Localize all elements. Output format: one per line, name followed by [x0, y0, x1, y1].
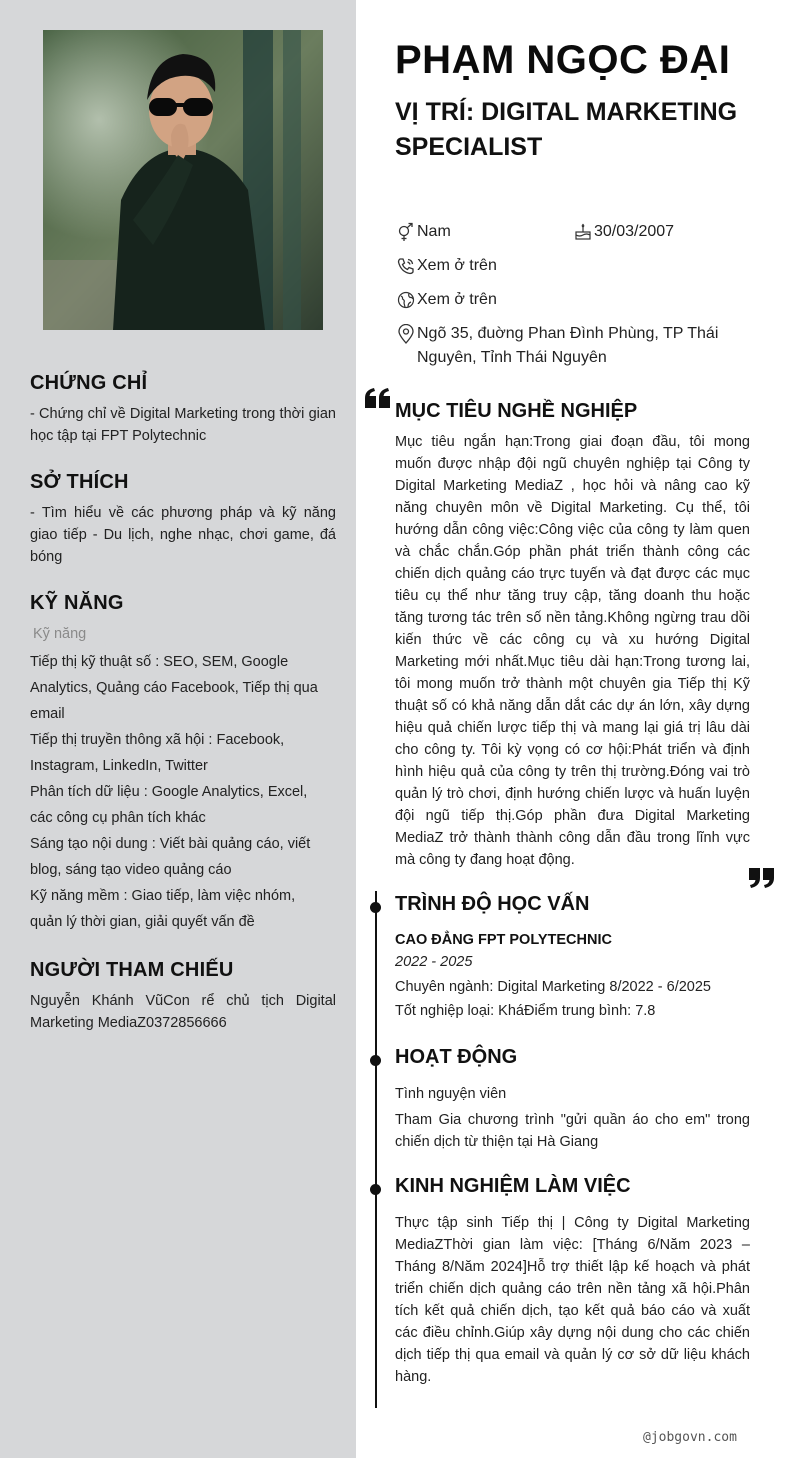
skills-title: KỸ NĂNG [30, 592, 124, 614]
phone-value: Xem ở trên [417, 257, 497, 274]
skills-section [30, 592, 336, 935]
timeline-dot [370, 902, 381, 913]
hobbies-section [30, 471, 336, 568]
position-title: VỊ TRÍ: DIGITAL MARKETING SPECIALIST [395, 98, 738, 161]
certificates-text: - Chứng chỉ về Digital Marketing trong thời gian học tập tại FPT Polytechnic [30, 406, 336, 444]
timeline-dot [370, 1055, 381, 1066]
gender-value: Nam [417, 223, 451, 240]
watermark: @jobgovn.com [643, 1430, 737, 1445]
gender-info [395, 220, 451, 244]
hobbies-title: SỞ THÍCH [30, 471, 129, 493]
globe-icon [395, 289, 417, 311]
quote-open-icon [364, 388, 392, 415]
address-info [395, 322, 755, 370]
cake-icon [572, 221, 594, 243]
location-pin-icon [395, 323, 417, 345]
gender-icon [395, 221, 417, 243]
birthdate-value: 30/03/2007 [594, 223, 675, 240]
education-major: Chuyên ngành: Digital Marketing 8/2022 - 6/2025 [395, 979, 711, 995]
education-school: CAO ĐẲNG FPT POLYTECHNIC [395, 932, 612, 948]
profile-photo [43, 30, 323, 330]
references-section [30, 959, 336, 1034]
activities-title: HOẠT ĐỘNG [395, 1046, 518, 1068]
objective-text: Mục tiêu ngắn hạn:Trong giai đoạn đầu, tôi mong muốn được nhập đội ngũ chuyên nghiệp tại Công ty Digital Marketing MediaZ , học hỏi và nâng cao kỹ năng chuyên môn về Digital Marketing. Cụ thể, tôi hướng dẫn công việc:Công việc của công ty làm quen và chắc chắn.Góp phần phát triển thành công các chiến dịch quảng cáo trực tuyến và đạt được các mục tiêu cụ thể như tăng truy cập, tăng doanh thu hoặc tăng tương tác trên số nền tảng.Không ngừng trau dồi kiến thức về các công cụ và xu hướng Digital Marketing mới nhất.Mục tiêu dài hạn:Trong tương lai, tôi mong muốn trở thành một chuyên gia Tiếp thị Kỹ thuật số có khả năng dẫn dắt các dự án lớn, xây dựng hiệu quả chiến lược tiếp thị và mang lại giá trị lâu dài cho công ty. Tôi kỳ vọng có cơ hội:Phát triển và định hình hiệu quả của công ty trên thị trường.Đóng vai trò quản lý trò chơi, định hướng chiến lược và huấn luyện đội ngũ tiếp thị.Góp phần đưa Digital Marketing MediaZ trở thành thành công dẫn đầu trong lĩnh vực mà công ty đang hoạt động. [395, 434, 750, 868]
website-value: Xem ở trên [417, 291, 497, 308]
education-grade: Tốt nghiệp loại: KháĐiểm trung bình: 7.8 [395, 1003, 656, 1019]
phone-info [395, 254, 497, 278]
skill-item: Sáng tạo nội dung : Viết bài quảng cáo, viết blog, sáng tạo video quảng cáo [30, 836, 311, 878]
references-text: Nguyễn Khánh VũCon rể chủ tịch Digital Marketing MediaZ0372856666 [30, 993, 336, 1031]
skills-placeholder: Kỹ năng [33, 626, 87, 642]
main-content [356, 0, 790, 1458]
references-title: NGƯỜI THAM CHIẾU [30, 959, 234, 981]
birthdate-info [572, 220, 674, 244]
skill-item: Tiếp thị kỹ thuật số : SEO, SEM, Google Analytics, Quảng cáo Facebook, Tiếp thị qua email [30, 654, 318, 722]
timeline-line [375, 891, 377, 1408]
certificates-section [30, 372, 336, 447]
certificates-title: CHỨNG CHỈ [30, 372, 148, 394]
website-info [395, 288, 497, 312]
quote-close-icon [748, 868, 776, 895]
experience-title: KINH NGHIỆM LÀM VIỆC [395, 1175, 631, 1197]
candidate-name: PHẠM NGỌC ĐẠI [395, 38, 731, 82]
experience-text: Thực tập sinh Tiếp thị | Công ty Digital Marketing MediaZThời gian làm việc: [Tháng 6/Năm 2023 – Tháng 8/Năm 2024]Hỗ trợ thiết lập kế hoạch và phát triển chiến dịch quảng cáo trên nền tảng xã hội.Phân tích kết quả chiến dịch, tạo kết quả báo cáo và xuất các điều chỉnh.Giúp xây dựng nội dung cho các chiến dịch tiếp thị qua email và quản lý cơ sở dữ liệu khách hàng. [395, 1215, 750, 1385]
address-value: Ngõ 35, đuờng Phan Đình Phùng, TP Thái Nguyên, Tỉnh Thái Nguyên [417, 325, 719, 366]
education-years: 2022 - 2025 [395, 954, 473, 970]
sidebar [0, 0, 356, 1458]
education-title: TRÌNH ĐỘ HỌC VẤN [395, 893, 590, 915]
skill-item: Kỹ năng mềm : Giao tiếp, làm việc nhóm, quản lý thời gian, giải quyết vấn đề [30, 888, 296, 930]
activities-role: Tình nguyện viên [395, 1086, 507, 1102]
skill-item: Tiếp thị truyền thông xã hội : Facebook, Instagram, LinkedIn, Twitter [30, 732, 285, 774]
hobbies-text: - Tìm hiểu về các phương pháp và kỹ năng giao tiếp - Du lịch, nghe nhạc, chơi game, đá bóng [30, 505, 336, 565]
activities-text: Tham Gia chương trình "gửi quần áo cho em" trong chiến dịch từ thiện tại Hà Giang [395, 1112, 750, 1150]
timeline-dot [370, 1184, 381, 1195]
phone-icon [395, 255, 417, 277]
objective-title: MỤC TIÊU NGHỀ NGHIỆP [395, 400, 638, 422]
skill-item: Phân tích dữ liệu : Google Analytics, Excel, các công cụ phân tích khác [30, 784, 308, 826]
